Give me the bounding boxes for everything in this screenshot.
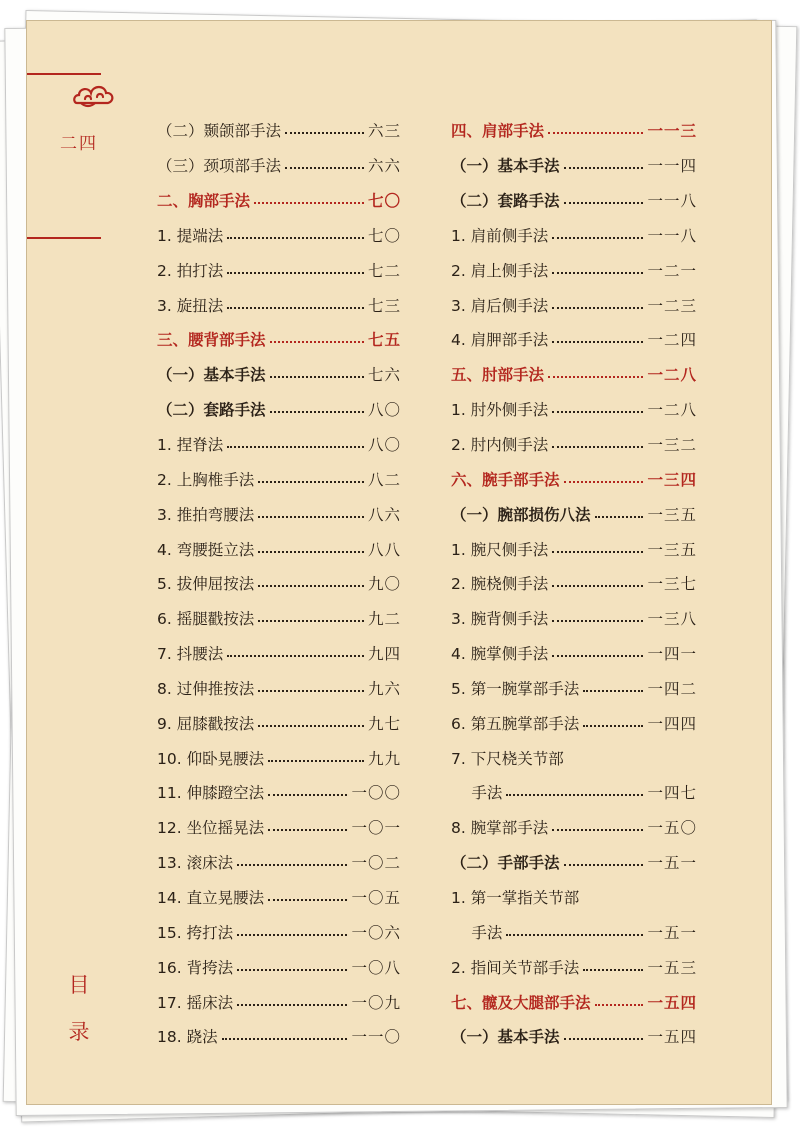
toc-entry-page: 九四 (367, 645, 401, 664)
leader-dots (552, 307, 643, 309)
book-page (26, 20, 772, 1105)
toc-entry-label: 1. 第一掌指关节部 (451, 888, 580, 907)
leader-dots (552, 585, 643, 587)
toc-entry-page: 一五一 (647, 854, 697, 873)
toc-entry-page: 一三七 (647, 575, 697, 594)
toc-entry-page: 一〇一 (351, 819, 401, 838)
toc-entry-label: 4. 肩胛部手法 (451, 331, 549, 350)
toc-entry-page: 九六 (367, 679, 401, 698)
toc-entry-label: 15. 挎打法 (157, 923, 234, 942)
leader-dots (268, 829, 347, 831)
toc-entry-page: 九二 (367, 610, 401, 629)
toc-entry-page: 一五一 (647, 923, 697, 942)
leader-dots (258, 690, 364, 692)
leader-dots (552, 620, 643, 622)
leader-dots (254, 202, 364, 204)
toc-entry[interactable] (157, 601, 401, 636)
toc-entry[interactable] (451, 810, 697, 845)
toc-entry-label: （一）基本手法 (451, 157, 560, 176)
toc-entry-label: （二）套路手法 (451, 192, 560, 211)
toc-entry[interactable] (451, 218, 697, 253)
leader-dots (227, 655, 364, 657)
toc-entry-page: 一四四 (647, 714, 697, 733)
toc-entry-label: 4. 腕掌侧手法 (451, 645, 549, 664)
toc-entry[interactable] (451, 322, 697, 357)
toc-entry-page: 八〇 (367, 401, 401, 420)
leader-dots (564, 167, 644, 169)
toc-entry[interactable] (157, 148, 401, 183)
leader-dots (268, 794, 347, 796)
toc-entry[interactable] (157, 218, 401, 253)
toc-entry-label: 2. 指间关节部手法 (451, 958, 580, 977)
leader-dots (227, 272, 364, 274)
toc-entry[interactable] (451, 845, 697, 880)
leader-dots (258, 620, 364, 622)
leader-dots (258, 481, 364, 483)
toc-entry-label: 3. 推拍弯腰法 (157, 505, 255, 524)
leader-dots (222, 1038, 348, 1040)
toc-entry-label: （一）腕部损伤八法 (451, 505, 591, 524)
toc-entry[interactable] (451, 461, 697, 496)
leader-dots (552, 341, 643, 343)
toc-entry[interactable] (451, 357, 697, 392)
toc-entry-label: （二）手部手法 (451, 854, 560, 873)
leader-dots (564, 202, 644, 204)
toc-entry[interactable] (157, 740, 401, 775)
leader-dots (258, 585, 364, 587)
toc-entry-label: 1. 捏脊法 (157, 436, 224, 455)
toc-entry-label: （一）基本手法 (157, 366, 266, 385)
toc-entry[interactable] (451, 949, 697, 984)
leader-dots (227, 237, 364, 239)
toc-entry-page: 七〇 (367, 226, 401, 245)
toc-entry-page: 八六 (367, 505, 401, 524)
toc-entry-label: 2. 肘内侧手法 (451, 436, 549, 455)
toc-entry[interactable] (451, 705, 697, 740)
toc-entry-page: 一三五 (647, 505, 697, 524)
toc-entry[interactable] (157, 496, 401, 531)
toc-entry[interactable] (451, 252, 697, 287)
toc-entry-page: 六六 (367, 157, 401, 176)
toc-entry[interactable] (157, 984, 401, 1019)
toc-entry-page: 一二八 (647, 401, 697, 420)
toc-entry[interactable] (157, 1019, 401, 1054)
toc-entry-page: 七二 (367, 261, 401, 280)
toc-entry-page: 一〇八 (351, 958, 401, 977)
toc-entry-label: 10. 仰卧晃腰法 (157, 749, 265, 768)
toc-entry[interactable] (157, 252, 401, 287)
toc-entry-page: 七三 (367, 296, 401, 315)
leader-dots (564, 864, 644, 866)
toc-entry-page: 一〇五 (351, 888, 401, 907)
toc-entry-page: 一三五 (647, 540, 697, 559)
toc-entry-label: 七、髋及大腿部手法 (451, 993, 591, 1012)
toc-entry-page: 一一四 (647, 157, 697, 176)
toc-entry-label: 7. 下尺桡关节部 (451, 749, 564, 768)
toc-entry[interactable] (451, 427, 697, 462)
leader-dots (552, 551, 643, 553)
toc-entry[interactable] (157, 287, 401, 322)
leader-dots (285, 167, 364, 169)
toc-entry-label: 18. 跷法 (157, 1028, 218, 1047)
toc-entry-page: 七五 (367, 331, 401, 350)
leader-dots (258, 551, 364, 553)
toc-entry-page: 一一八 (647, 226, 697, 245)
section-title-char: 录 (68, 1020, 90, 1044)
toc-entry-label: 2. 腕桡侧手法 (451, 575, 549, 594)
toc-entry-page: 一三二 (647, 436, 697, 455)
leader-dots (227, 307, 364, 309)
toc-entry-label: 8. 过伸推按法 (157, 679, 255, 698)
toc-entry-label: 5. 拔伸屈按法 (157, 575, 255, 594)
toc-entry-page: 六三 (367, 122, 401, 141)
toc-entry[interactable] (451, 914, 697, 949)
toc-entry-label: 7. 抖腰法 (157, 645, 224, 664)
toc-entry-label: 1. 肘外侧手法 (451, 401, 549, 420)
toc-entry-label: 4. 弯腰挺立法 (157, 540, 255, 559)
toc-entry-page: 九〇 (367, 575, 401, 594)
toc-entry-label: 13. 滚床法 (157, 854, 234, 873)
toc-entry[interactable] (451, 636, 697, 671)
toc-entry-page: 一二八 (647, 366, 697, 385)
toc-entry-label: 二、胸部手法 (157, 192, 251, 211)
toc-entry-label: 手法 (451, 923, 503, 942)
leader-dots (564, 481, 644, 483)
toc-entry[interactable] (157, 636, 401, 671)
toc-entry[interactable] (157, 775, 401, 810)
toc-entry-label: 2. 拍打法 (157, 261, 224, 280)
toc-entry-page: 七六 (367, 366, 401, 385)
toc-entry-label: 12. 坐位摇晃法 (157, 819, 265, 838)
toc-entry-page: 七〇 (367, 192, 401, 211)
toc-entry-page: 一三四 (647, 470, 697, 489)
toc-entry-label: 五、肘部手法 (451, 366, 545, 385)
toc-entry-page: 八〇 (367, 436, 401, 455)
toc-entry-label: 11. 伸膝蹬空法 (157, 784, 265, 803)
toc-entry-label: （二）套路手法 (157, 401, 266, 420)
toc-entry[interactable] (451, 1019, 697, 1054)
leader-dots (595, 516, 644, 518)
toc-entry-page: 八二 (367, 470, 401, 489)
toc-entry[interactable] (157, 566, 401, 601)
leader-dots (506, 934, 643, 936)
leader-dots (548, 132, 643, 134)
toc-entry-page: 一〇〇 (351, 784, 401, 803)
toc-entry-label: 6. 第五腕掌部手法 (451, 714, 580, 733)
toc-entry-page: 一二三 (647, 296, 697, 315)
toc-entry-page: 一五三 (647, 958, 697, 977)
toc-left-column (157, 113, 401, 1054)
toc-entry-label: 六、腕手部手法 (451, 470, 560, 489)
toc-entry-label: 9. 屈膝戳按法 (157, 714, 255, 733)
toc-entry[interactable] (451, 775, 697, 810)
toc-entry-page: 九九 (367, 749, 401, 768)
leader-dots (270, 376, 364, 378)
leader-dots (270, 341, 364, 343)
leader-dots (552, 655, 643, 657)
toc-entry-page: 一一八 (647, 192, 697, 211)
leader-dots (583, 725, 643, 727)
toc-entry[interactable] (451, 496, 697, 531)
toc-entry-label: 2. 肩上侧手法 (451, 261, 549, 280)
toc-entry-label: 1. 肩前侧手法 (451, 226, 549, 245)
toc-entry-label: 1. 腕尺侧手法 (451, 540, 549, 559)
toc-entry-page: 一四一 (647, 645, 697, 664)
toc-entry[interactable] (157, 845, 401, 880)
toc-entry[interactable] (451, 880, 697, 915)
toc-entry[interactable] (451, 601, 697, 636)
toc-entry-label: （三）颈项部手法 (157, 157, 282, 176)
leader-dots (237, 1004, 347, 1006)
toc-entry[interactable] (157, 427, 401, 462)
leader-dots (285, 132, 364, 134)
page-number: 二四 (60, 134, 98, 154)
leader-dots (268, 899, 347, 901)
toc-entry-label: 四、肩部手法 (451, 122, 545, 141)
section-title-char: 目 (68, 973, 90, 997)
leader-dots (564, 1038, 644, 1040)
toc-entry[interactable] (157, 914, 401, 949)
leader-dots (270, 411, 364, 413)
toc-entry-page: 一四七 (647, 784, 697, 803)
toc-entry-label: 8. 腕掌部手法 (451, 819, 549, 838)
toc-entry-label: 17. 摇床法 (157, 993, 234, 1012)
toc-entry-label: 14. 直立晃腰法 (157, 888, 265, 907)
toc-entry[interactable] (451, 183, 697, 218)
toc-entry[interactable] (451, 148, 697, 183)
leader-dots (258, 725, 364, 727)
leader-dots (258, 516, 364, 518)
toc-entry[interactable] (157, 531, 401, 566)
toc-entry-page: 一五四 (647, 1028, 697, 1047)
leader-dots (548, 376, 643, 378)
toc-entry[interactable] (157, 183, 401, 218)
toc-entry-page: 八八 (367, 540, 401, 559)
toc-entry-page: 一一〇 (351, 1028, 401, 1047)
toc-entry[interactable] (157, 357, 401, 392)
toc-entry[interactable] (451, 740, 697, 775)
toc-entry[interactable] (157, 322, 401, 357)
toc-entry-page: 一〇六 (351, 923, 401, 942)
leader-dots (237, 864, 347, 866)
toc-entry[interactable] (157, 671, 401, 706)
toc-entry-page: 一五〇 (647, 819, 697, 838)
leader-dots (583, 969, 643, 971)
toc-entry-label: 6. 摇腿戳按法 (157, 610, 255, 629)
toc-entry-label: 1. 提端法 (157, 226, 224, 245)
toc-entry[interactable] (451, 287, 697, 322)
cloud-icon (71, 79, 117, 111)
leader-dots (552, 272, 643, 274)
toc-entry-page: 一三八 (647, 610, 697, 629)
toc-entry-label: （二）颞颌部手法 (157, 122, 282, 141)
toc-entry[interactable] (451, 531, 697, 566)
leader-dots (552, 829, 643, 831)
leader-dots (552, 411, 643, 413)
leader-dots (595, 1004, 644, 1006)
toc-entry[interactable] (157, 461, 401, 496)
toc-entry[interactable] (451, 392, 697, 427)
toc-entry-page: 一〇二 (351, 854, 401, 873)
leader-dots (237, 969, 347, 971)
toc-entry-label: 3. 旋扭法 (157, 296, 224, 315)
leader-dots (506, 794, 643, 796)
leader-dots (552, 446, 643, 448)
toc-entry[interactable] (157, 705, 401, 740)
toc-entry[interactable] (157, 113, 401, 148)
toc-entry[interactable] (157, 880, 401, 915)
toc-entry[interactable] (451, 566, 697, 601)
toc-entry-page: 一二四 (647, 331, 697, 350)
toc-entry-label: （一）基本手法 (451, 1028, 560, 1047)
toc-entry-page: 一五四 (647, 993, 697, 1012)
toc-entry[interactable] (451, 113, 697, 148)
toc-entry-label: 16. 背挎法 (157, 958, 234, 977)
toc-entry[interactable] (157, 810, 401, 845)
leader-dots (552, 237, 643, 239)
toc-entry[interactable] (157, 392, 401, 427)
leader-dots (268, 760, 364, 762)
leader-dots (237, 934, 347, 936)
toc-entry-label: 三、腰背部手法 (157, 331, 266, 350)
toc-right-column (451, 113, 697, 1054)
toc-entry-label: 3. 肩后侧手法 (451, 296, 549, 315)
toc-entry-page: 一四二 (647, 679, 697, 698)
leader-dots (583, 690, 643, 692)
toc-entry[interactable] (157, 949, 401, 984)
toc-entry-page: 一二一 (647, 261, 697, 280)
toc-entry[interactable] (451, 671, 697, 706)
top-red-rule (27, 73, 101, 75)
toc-entry[interactable] (451, 984, 697, 1019)
toc-entry-label: 5. 第一腕掌部手法 (451, 679, 580, 698)
toc-entry-page: 九七 (367, 714, 401, 733)
toc-entry-page: 一〇九 (351, 993, 401, 1012)
toc-entry-label: 手法 (451, 784, 503, 803)
toc-entry-label: 3. 腕背侧手法 (451, 610, 549, 629)
toc-entry-label: 2. 上胸椎手法 (157, 470, 255, 489)
toc-entry-page: 一一三 (647, 122, 697, 141)
bottom-red-rule (27, 237, 101, 239)
leader-dots (227, 446, 364, 448)
